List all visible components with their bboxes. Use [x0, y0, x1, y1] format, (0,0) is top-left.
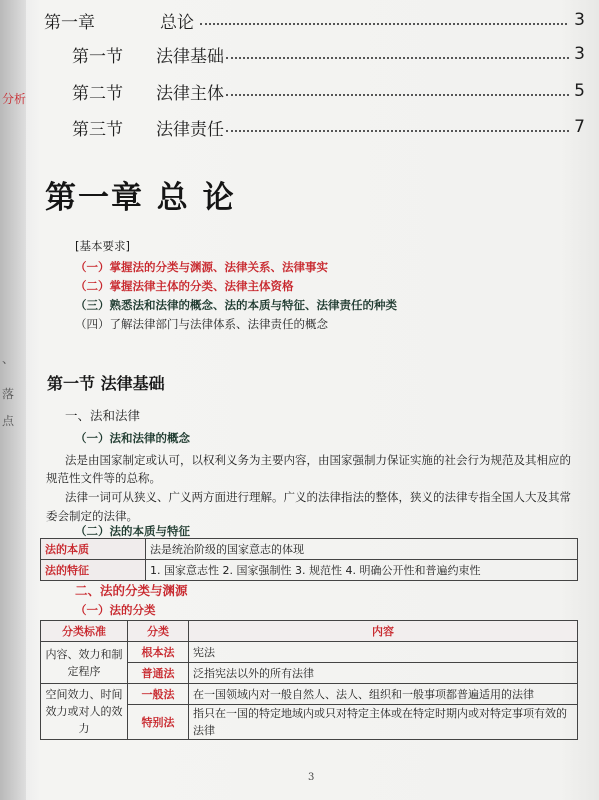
classification-type: 根本法: [128, 642, 189, 663]
toc-page-number: 3: [574, 10, 585, 30]
requirement-item: （四）了解法律部门与法律体系、法律责任的概念: [75, 317, 328, 331]
paragraph-line: 法律一词可从狭义、广义两方面进行理解。广义的法律指法的整体，狭义的法律专指全国人大及其常: [65, 490, 571, 504]
table-key: 法的特征: [41, 560, 146, 581]
table-value: 1. 国家意志性 2. 国家强制性 3. 规范性 4. 明确公开性和普遍约束性: [146, 560, 578, 581]
essence-table: [40, 538, 578, 581]
subheading: 二、法的分类与渊源: [75, 583, 188, 598]
toc-section-title: 法律基础: [156, 47, 224, 67]
classification-standard: 空间效力、时间效力或对人的效力: [41, 684, 128, 740]
requirement-item: （一）掌握法的分类与渊源、法律关系、法律事实: [75, 260, 328, 274]
paragraph-line: 法是由国家制定或认可，以权利义务为主要内容，由国家强制力保证实施的社会行为规范及其相应的: [65, 453, 571, 467]
edge-text: 落: [2, 387, 15, 401]
toc-page-number: 5: [574, 81, 585, 101]
toc-section-label: 第三节: [72, 120, 123, 140]
toc-leader: [226, 94, 569, 96]
edge-text: 分析: [2, 92, 27, 106]
subheading: 一、法和法律: [65, 408, 141, 423]
toc-section-label: 第一节: [72, 47, 123, 67]
classification-content: 泛指宪法以外的所有法律: [189, 663, 578, 684]
table-header-row: [41, 621, 578, 642]
column-header: 分类标准: [41, 621, 128, 642]
toc-page-number: 7: [574, 117, 585, 137]
toc-leader: [200, 23, 567, 25]
classification-content: 指只在一国的特定地域内或只对特定主体或在特定时期内或对特定事项有效的法律: [189, 705, 578, 740]
toc-leader: [226, 57, 569, 59]
toc-chapter-title: 总论: [160, 13, 194, 33]
table-key: 法的本质: [41, 539, 146, 560]
classification-content: 在一国领域内对一般自然人、法人、组织和一般事项都普遍适用的法律: [189, 684, 578, 705]
section-heading: 第一节 法律基础: [47, 374, 165, 393]
page-number: 3: [308, 772, 315, 783]
toc-chapter-label: 第一章: [44, 13, 95, 33]
column-header: 内容: [189, 621, 578, 642]
toc-section-row: [40, 42, 585, 70]
table-row: [41, 560, 578, 581]
classification-type: 普通法: [128, 663, 189, 684]
subheading: （一）法的分类: [75, 603, 156, 617]
table-row: [41, 642, 578, 663]
requirement-item: （二）掌握法律主体的分类、法律主体资格: [75, 279, 294, 293]
subheading: （一）法和法律的概念: [75, 431, 190, 445]
toc-section-row: [40, 79, 585, 107]
toc-leader: [226, 130, 569, 132]
edge-text: 点: [2, 414, 15, 428]
classification-table: [40, 620, 578, 740]
chapter-heading: 第一章 总 论: [45, 180, 236, 216]
toc-section-title: 法律责任: [156, 120, 224, 140]
classification-content: 宪法: [189, 642, 578, 663]
paragraph-line: 规范性文件等的总称。: [46, 471, 161, 485]
paragraph-line: 委会制定的法律。: [46, 509, 138, 523]
subheading: （二）法的本质与特征: [75, 524, 190, 538]
toc-section-title: 法律主体: [156, 84, 224, 104]
adjacent-page-edge: [0, 0, 26, 800]
classification-type: 特别法: [128, 705, 189, 740]
toc-page-number: 3: [574, 44, 585, 64]
toc-section-label: 第二节: [72, 84, 123, 104]
table-row: [41, 684, 578, 705]
classification-standard: 内容、效力和制定程序: [41, 642, 128, 684]
requirements-heading: [基本要求]: [75, 239, 130, 253]
toc-chapter-row: [40, 8, 585, 36]
edge-text: 、: [2, 352, 15, 366]
table-row: [41, 539, 578, 560]
requirement-item: （三）熟悉法和法律的概念、法的本质与特征、法律责任的种类: [75, 298, 397, 312]
toc-section-row: [40, 115, 585, 143]
table-value: 法是统治阶级的国家意志的体现: [146, 539, 578, 560]
column-header: 分类: [128, 621, 189, 642]
classification-type: 一般法: [128, 684, 189, 705]
